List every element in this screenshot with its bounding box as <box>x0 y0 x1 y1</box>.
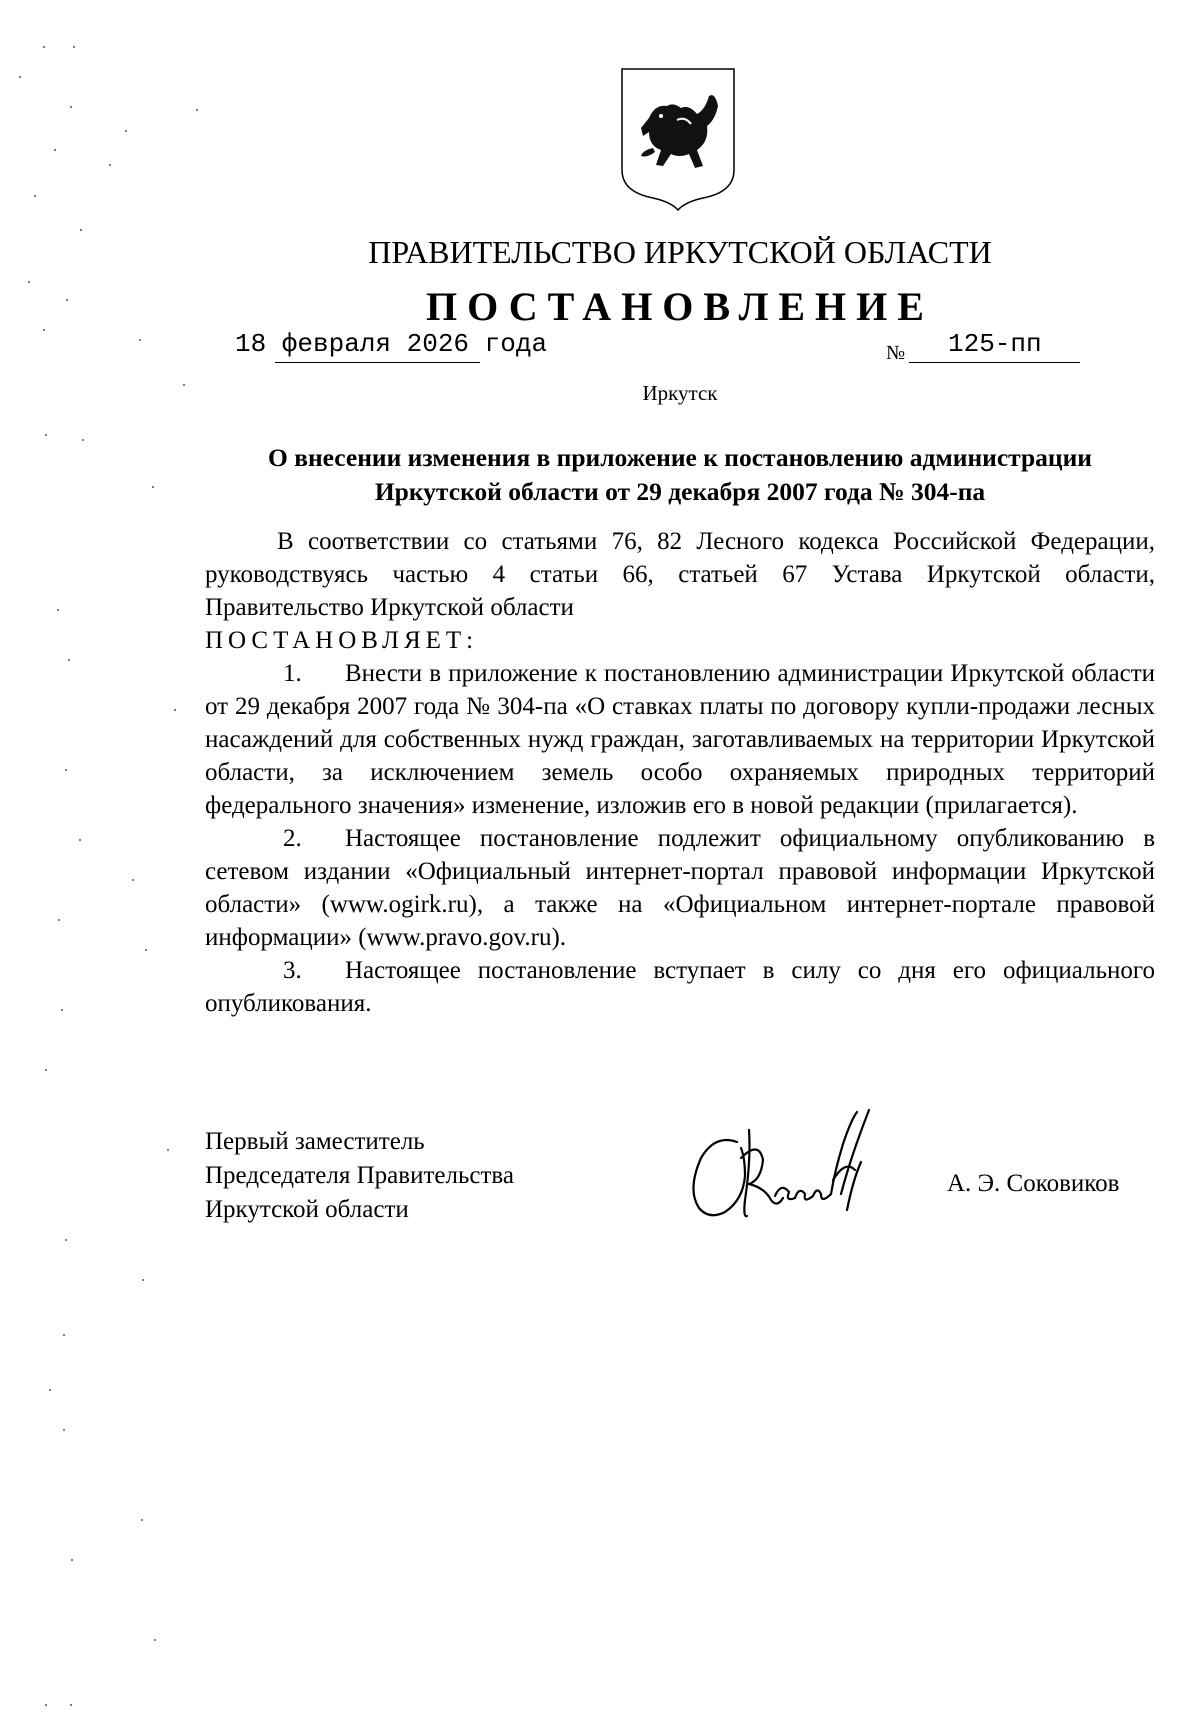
signer-position-line-1: Первый заместитель <box>205 1128 425 1155</box>
item-text: Настоящее постановление вступает в силу со дня его официального опубликования. <box>205 957 1155 1017</box>
item-text: Настоящее постановление подлежит официальному опубликованию в сетевом издании «Официальный интернет-портал правовой информации Иркутской области» (www.ogirk.ru), а также на «Официальном интернет-портале правовой информации» (www.pravo.gov.ru). <box>205 825 1155 951</box>
signer-position <box>205 1125 514 1227</box>
document-number: 125-пп <box>948 329 1042 359</box>
list-item <box>205 954 1155 1020</box>
document-type: ПОСТАНОВЛЕНИЕ <box>426 284 934 329</box>
decree-word: ПОСТАНОВЛЯЕТ: <box>205 627 479 654</box>
date-underline <box>275 362 480 363</box>
government-name: ПРАВИТЕЛЬСТВО ИРКУТСКОЙ ОБЛАСТИ <box>368 234 992 270</box>
item-text: Внести в приложение к постановлению администрации Иркутской области от 29 декабря 2007 года № 304-па «О ставках платы по договору купли-продажи лесных насаждений для собственных нужд граждан, заготавливаемых на территории Иркутской области, за исключением земель особо охраняемых природных территорий федерального значения» изменение, изложив его в новой редакции (прилагается). <box>205 660 1155 819</box>
number-sign: № <box>886 342 906 364</box>
item-number: 3. <box>283 957 302 984</box>
coat-of-arms-icon <box>619 66 737 212</box>
signer-position-line-3: Иркутской области <box>205 1196 409 1223</box>
signer-name: А. Э. Соковиков <box>947 1170 1120 1197</box>
title-line-1: О внесении изменения в приложение к постановлению администрации <box>267 443 1092 472</box>
document-body <box>205 525 1155 1020</box>
item-number: 1. <box>283 660 302 687</box>
document-date: 18 февраля 2026 года <box>235 329 548 359</box>
list-item <box>205 657 1155 822</box>
item-number: 2. <box>283 825 302 852</box>
list-item <box>205 822 1155 954</box>
signer-position-line-2: Председателя Правительства <box>205 1162 514 1189</box>
handwritten-signature <box>685 1100 875 1245</box>
title-line-2: Иркутской области от 29 декабря 2007 года № 304-па <box>374 477 986 506</box>
preamble: В соответствии со статьями 76, 82 Лесного кодекса Российской Федерации, руководствуясь частью 4 статьи 66, статьей 67 Устава Иркутской области, Правительство Иркутской области <box>205 528 1155 621</box>
document-title <box>200 441 1160 509</box>
number-underline <box>909 362 1080 363</box>
issuing-city: Иркутск <box>642 381 718 405</box>
